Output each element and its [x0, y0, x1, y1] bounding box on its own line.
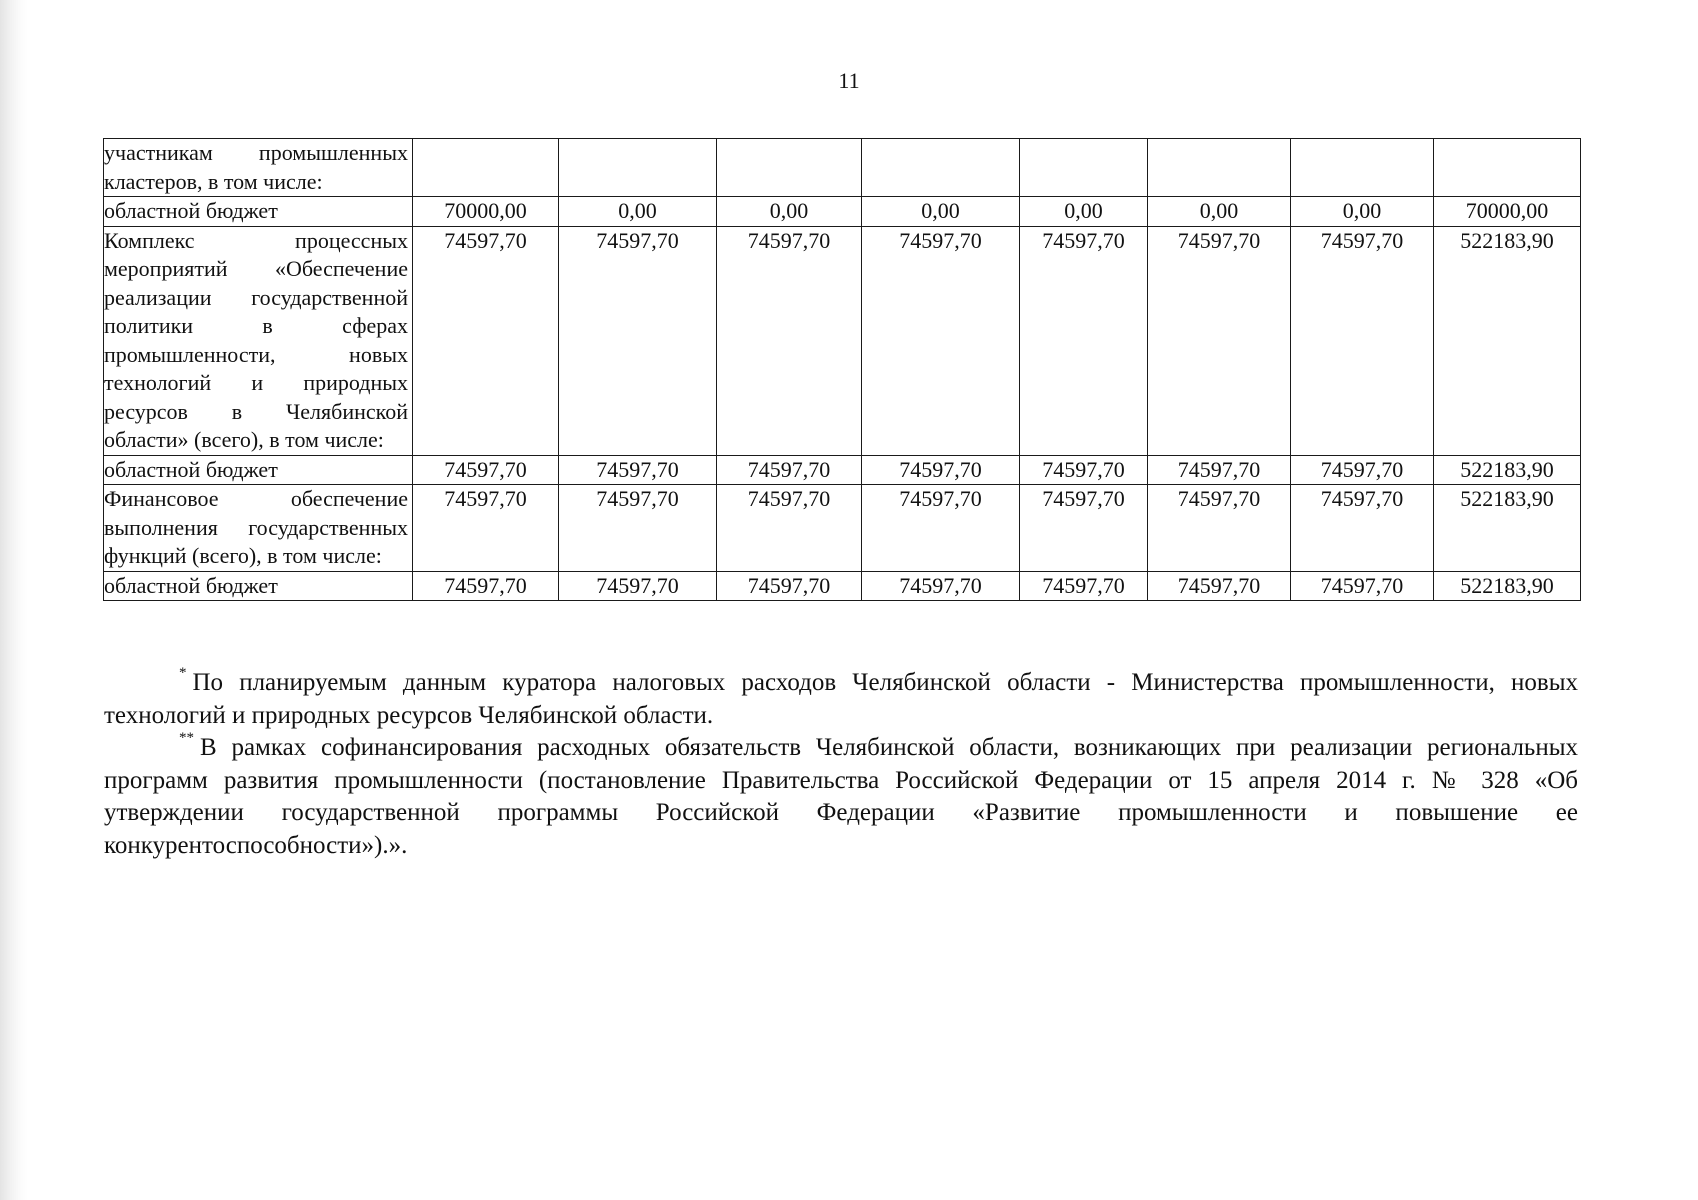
value-cell: 0,00: [862, 197, 1020, 227]
footnote-text: По планируемым данным куратора налоговых расходов Челябинской области - Министерства промышленности, новых технологий и природных ресурсов Челябинской области.: [104, 669, 1578, 729]
value-cell: [1291, 139, 1434, 197]
budget-table: [103, 138, 1581, 601]
value-cell: 74597,70: [862, 226, 1020, 455]
value-cell: [1020, 139, 1148, 197]
value-cell: 74597,70: [717, 226, 862, 455]
row-label: областной бюджет: [104, 571, 413, 601]
value-cell: [862, 139, 1020, 197]
value-cell: 74597,70: [1291, 455, 1434, 485]
value-cell: 74597,70: [717, 485, 862, 572]
value-cell: 74597,70: [1148, 455, 1291, 485]
value-cell: 74597,70: [1291, 226, 1434, 455]
value-cell: 74597,70: [1020, 571, 1148, 601]
value-cell: 74597,70: [413, 455, 559, 485]
total-cell: 70000,00: [1434, 197, 1581, 227]
value-cell: [1148, 139, 1291, 197]
value-cell: 74597,70: [413, 226, 559, 455]
value-cell: 74597,70: [1148, 485, 1291, 572]
value-cell: 74597,70: [559, 455, 717, 485]
row-label: Финансовое обеспечение выполнения государственных функций (всего), в том числе:: [104, 485, 413, 572]
table-row: [104, 455, 1581, 485]
value-cell: 0,00: [717, 197, 862, 227]
value-cell: 74597,70: [559, 485, 717, 572]
total-cell: 522183,90: [1434, 571, 1581, 601]
value-cell: 74597,70: [1020, 226, 1148, 455]
footnote-text: В рамках софинансирования расходных обязательств Челябинской области, возникающих при реализации региональных программ развития промышленности (постановление Правительства Российской Федерации от 15 апреля 2014 г. № 328 «Об утверждении государственной программы Российской Федерации «Развитие промышленности и повышение ее конкурентоспособности»).».: [104, 734, 1578, 859]
row-label: областной бюджет: [104, 455, 413, 485]
value-cell: 74597,70: [1148, 226, 1291, 455]
page-number: 11: [838, 68, 860, 93]
value-cell: 0,00: [1148, 197, 1291, 227]
value-cell: 74597,70: [413, 571, 559, 601]
footnote: [104, 667, 1578, 732]
value-cell: 70000,00: [413, 197, 559, 227]
value-cell: 74597,70: [717, 455, 862, 485]
value-cell: 0,00: [1020, 197, 1148, 227]
value-cell: 74597,70: [717, 571, 862, 601]
value-cell: [559, 139, 717, 197]
value-cell: 0,00: [559, 197, 717, 227]
table-row: [104, 571, 1581, 601]
footnotes: [104, 667, 1578, 862]
value-cell: 0,00: [1291, 197, 1434, 227]
value-cell: 74597,70: [1020, 455, 1148, 485]
row-label: областной бюджет: [104, 197, 413, 227]
total-cell: 522183,90: [1434, 455, 1581, 485]
scan-edge: [0, 0, 28, 1200]
value-cell: 74597,70: [1020, 485, 1148, 572]
total-cell: 522183,90: [1434, 485, 1581, 572]
row-label: участникам промышленных кластеров, в том числе:: [104, 139, 413, 197]
table-row: [104, 197, 1581, 227]
footnote-mark: *: [179, 665, 187, 681]
value-cell: 74597,70: [862, 485, 1020, 572]
value-cell: 74597,70: [1148, 571, 1291, 601]
total-cell: [1434, 139, 1581, 197]
table-row: [104, 485, 1581, 572]
total-cell: 522183,90: [1434, 226, 1581, 455]
row-label: Комплекс процессных мероприятий «Обеспечение реализации государственной политики в сферах промышленности, новых технологий и природных ресурсов в Челябинской области» (всего), в том числе:: [104, 226, 413, 455]
footnote-mark: **: [179, 730, 194, 746]
value-cell: 74597,70: [1291, 485, 1434, 572]
value-cell: 74597,70: [862, 571, 1020, 601]
value-cell: [413, 139, 559, 197]
table-row: [104, 139, 1581, 197]
value-cell: [717, 139, 862, 197]
value-cell: 74597,70: [559, 571, 717, 601]
value-cell: 74597,70: [1291, 571, 1434, 601]
footnote: [104, 732, 1578, 862]
value-cell: 74597,70: [413, 485, 559, 572]
value-cell: 74597,70: [559, 226, 717, 455]
value-cell: 74597,70: [862, 455, 1020, 485]
table-row: [104, 226, 1581, 455]
